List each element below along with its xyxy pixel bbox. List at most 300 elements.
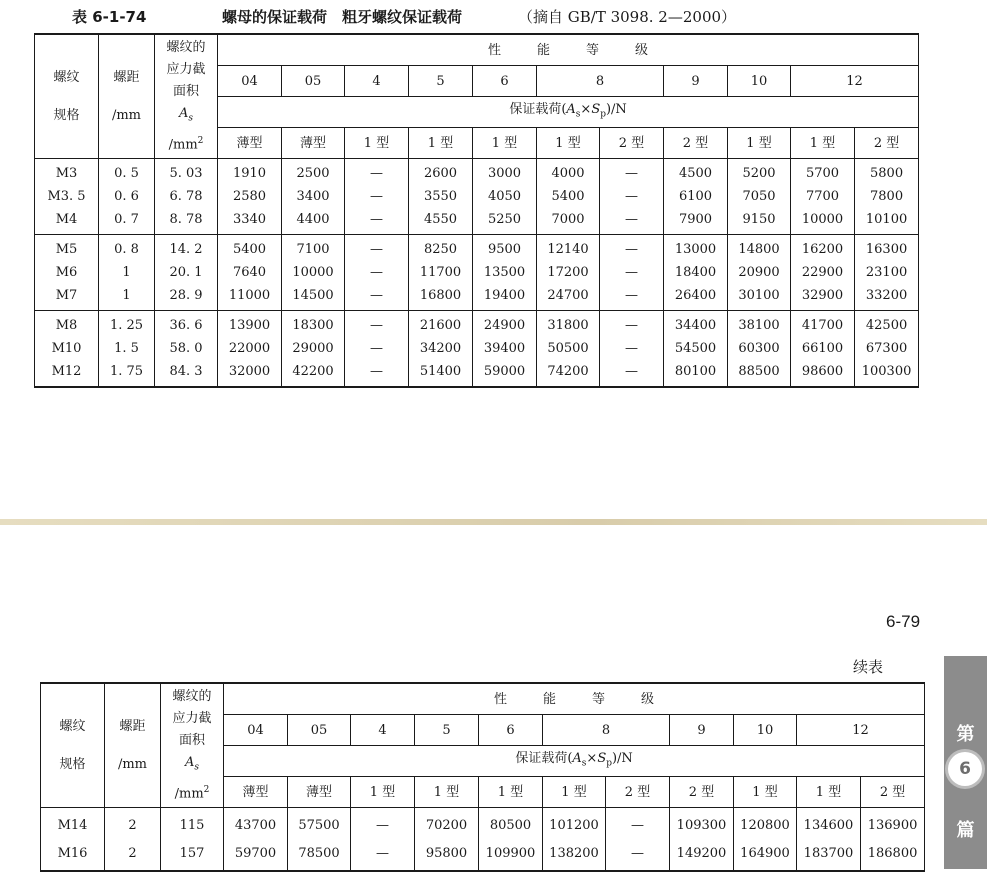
table-cell — [41, 839, 105, 871]
cell-text: 157 — [179, 845, 205, 861]
cell-text: 05 — [310, 722, 328, 738]
cell-text: 59000 — [483, 364, 526, 379]
table-cell — [409, 337, 473, 360]
cell-text: 29000 — [292, 341, 334, 356]
grade-header — [664, 66, 728, 97]
table-cell — [218, 159, 282, 186]
cell-text: 2580 — [232, 189, 267, 204]
header-row-grade-title — [35, 34, 919, 66]
table-cell — [409, 235, 473, 262]
table-cell — [155, 284, 218, 311]
cell-text: 6 — [506, 722, 515, 738]
cell-text: 8 — [601, 722, 611, 738]
grade-header — [728, 66, 791, 97]
type-header — [797, 777, 861, 808]
table-cell — [409, 360, 473, 387]
grade-header — [473, 66, 537, 97]
cell-text: )/N — [605, 101, 627, 117]
cell-text: 1 型 — [433, 784, 460, 800]
cell-text: 10 — [750, 73, 768, 89]
table-cell — [791, 159, 855, 186]
cell-text: 67300 — [865, 341, 908, 356]
grade-header — [537, 66, 664, 97]
cell-text: 31800 — [547, 318, 589, 333]
table-cell — [218, 235, 282, 262]
table-source-note: （摘自 GB/T 3098. 2—2000） — [518, 8, 737, 26]
table-cell — [728, 208, 791, 235]
grade-header — [218, 66, 282, 97]
table-cell — [537, 159, 600, 186]
table-cell — [224, 808, 288, 840]
cell-text: 34400 — [674, 318, 717, 333]
cell-text: 5250 — [487, 212, 522, 227]
table-cell — [791, 208, 855, 235]
cell-text: 58. 0 — [169, 341, 203, 356]
cell-text: 2 型 — [682, 135, 709, 151]
table-cell — [409, 284, 473, 311]
table-cell — [855, 208, 919, 235]
type-header — [791, 128, 855, 159]
table-cell — [155, 185, 218, 208]
cell-text: 2600 — [423, 166, 458, 181]
cell-text: 60300 — [738, 341, 780, 356]
cell-text: S — [591, 101, 601, 117]
cell-text: 7100 — [296, 242, 330, 257]
cell-text: 109300 — [676, 817, 727, 833]
type-header — [479, 777, 543, 808]
grade-header — [670, 715, 734, 746]
cell-text: )/N — [611, 750, 633, 766]
table-row — [35, 159, 919, 186]
table-cell — [791, 235, 855, 262]
grade-header — [351, 715, 415, 746]
cell-text: — — [370, 166, 383, 181]
cell-text: 38100 — [738, 318, 780, 333]
table-cell — [600, 284, 664, 311]
cell-text: 螺纹 规格 — [59, 719, 86, 772]
table-cell — [415, 839, 479, 871]
type-header — [600, 128, 664, 159]
table-caption — [0, 4, 987, 30]
table-row — [35, 284, 919, 311]
table-cell — [409, 185, 473, 208]
grade-header — [224, 715, 288, 746]
table-cell — [345, 261, 409, 284]
table-cell — [155, 360, 218, 387]
table-cell — [606, 839, 670, 871]
table-cell — [282, 261, 345, 284]
cell-text: M16 — [57, 845, 88, 861]
table-cell — [473, 311, 537, 338]
cell-text: A — [566, 101, 576, 117]
cell-text: — — [370, 212, 383, 227]
cell-text: 8 — [595, 73, 605, 89]
header-performance-grade — [218, 34, 919, 66]
table-cell — [345, 360, 409, 387]
cell-text: 4000 — [551, 166, 585, 181]
type-header — [537, 128, 600, 159]
cell-text: S — [597, 750, 607, 766]
cell-text: 66100 — [801, 341, 844, 356]
cell-text: 7000 — [551, 212, 585, 227]
cell-text: 11000 — [228, 288, 271, 303]
cell-text: 11700 — [419, 265, 462, 280]
table-cell — [105, 808, 161, 840]
table-cell — [791, 337, 855, 360]
cell-text: 应力截 — [166, 62, 206, 78]
cell-text: 39400 — [483, 341, 526, 356]
cell-text: — — [376, 817, 389, 833]
cell-text: A — [178, 106, 189, 122]
table-cell — [409, 208, 473, 235]
cell-text: 80500 — [489, 817, 532, 833]
cell-text: 18400 — [674, 265, 717, 280]
cell-text: 74200 — [547, 364, 589, 379]
cell-text: — — [376, 845, 389, 861]
table-cell — [664, 185, 728, 208]
cell-text: 41700 — [801, 318, 844, 333]
cell-text: M3. 5 — [47, 189, 86, 204]
table-cell — [409, 261, 473, 284]
table-row — [35, 337, 919, 360]
cell-text: 性能等级 — [494, 691, 691, 707]
cell-text: 5. 03 — [169, 166, 203, 181]
cell-text: — — [370, 364, 383, 379]
cell-text: 3550 — [423, 189, 458, 204]
cell-text: 1 型 — [561, 784, 587, 800]
cell-text: 5700 — [805, 166, 840, 181]
cell-text: 136900 — [867, 817, 918, 833]
proof-load-table — [34, 33, 919, 388]
cell-text: 24900 — [483, 318, 526, 333]
table-cell — [537, 185, 600, 208]
cell-text: p — [606, 758, 612, 769]
cell-text: 16800 — [419, 288, 462, 303]
cell-text: 7050 — [742, 189, 776, 204]
header-pitch — [105, 683, 161, 808]
table-cell — [791, 360, 855, 387]
cell-text: 78500 — [298, 845, 340, 861]
table-cell — [99, 235, 155, 262]
table-cell — [479, 839, 543, 871]
table-cell — [600, 360, 664, 387]
table-cell — [155, 337, 218, 360]
table-cell — [155, 235, 218, 262]
cell-text: 12140 — [547, 242, 589, 257]
cell-text: — — [625, 242, 638, 257]
table-cell — [282, 337, 345, 360]
table-cell — [537, 235, 600, 262]
table-cell — [105, 839, 161, 871]
cell-text: — — [370, 242, 383, 257]
table-cell — [600, 159, 664, 186]
table-cell — [855, 159, 919, 186]
cell-text: 薄型 — [242, 784, 269, 800]
table-cell — [345, 311, 409, 338]
cell-text: 95800 — [425, 845, 468, 861]
cell-text: 6. 78 — [169, 189, 203, 204]
type-header — [473, 128, 537, 159]
table-row — [35, 235, 919, 262]
cell-text: 薄型 — [305, 784, 332, 800]
cell-text: 120800 — [740, 817, 790, 833]
cell-text: 3340 — [232, 212, 267, 227]
type-header — [855, 128, 919, 159]
table-cell — [99, 159, 155, 186]
cell-text: 115 — [179, 817, 205, 833]
header-pitch — [99, 34, 155, 159]
table-cell — [351, 839, 415, 871]
cell-text: 1. 5 — [114, 341, 139, 356]
cell-text: 6100 — [678, 189, 713, 204]
grade-header — [288, 715, 351, 746]
table-cell — [415, 808, 479, 840]
cell-text: A — [572, 750, 582, 766]
table-row — [35, 261, 919, 284]
table-cell — [543, 839, 606, 871]
table-cell — [35, 185, 99, 208]
grade-header — [415, 715, 479, 746]
chapter-side-tab — [944, 656, 987, 869]
type-header — [861, 777, 925, 808]
table-cell — [35, 360, 99, 387]
table-cell — [537, 360, 600, 387]
cell-text: 84. 3 — [169, 364, 203, 379]
table-cell — [600, 235, 664, 262]
header-stress-area — [155, 34, 218, 159]
cell-text: 50500 — [547, 341, 589, 356]
table-cell — [218, 337, 282, 360]
table-cell — [543, 808, 606, 840]
cell-text: — — [625, 341, 638, 356]
table-cell — [600, 261, 664, 284]
page-number: 6-79 — [886, 612, 921, 631]
cell-text: 43700 — [234, 817, 277, 833]
type-header — [664, 128, 728, 159]
cell-text: 186800 — [867, 845, 918, 861]
table-cell — [728, 360, 791, 387]
cell-text: 5200 — [742, 166, 776, 181]
type-header — [543, 777, 606, 808]
cell-text: M6 — [55, 265, 78, 280]
cell-text: M4 — [55, 212, 78, 227]
table-cell — [791, 185, 855, 208]
table-cell — [288, 808, 351, 840]
table-cell — [728, 185, 791, 208]
cell-text: 17200 — [547, 265, 589, 280]
table-cell — [537, 337, 600, 360]
cell-text: 134600 — [803, 817, 854, 833]
table-cell — [855, 185, 919, 208]
cell-text: 59700 — [234, 845, 277, 861]
table-cell — [35, 235, 99, 262]
cell-text: 应力截 — [172, 711, 212, 727]
cell-text: 98600 — [801, 364, 844, 379]
type-header — [351, 777, 415, 808]
cell-text: 13500 — [483, 265, 526, 280]
table-cell — [861, 808, 925, 840]
table-row — [35, 185, 919, 208]
type-header — [282, 128, 345, 159]
table-cell — [282, 208, 345, 235]
cell-text: 34200 — [419, 341, 462, 356]
cell-text: 10 — [756, 722, 774, 738]
cell-text: 22900 — [801, 265, 844, 280]
cell-text: 0. 5 — [114, 166, 139, 181]
cell-text: 5800 — [870, 166, 904, 181]
table-number: 表 6-1-74 — [72, 8, 147, 26]
cell-text: 5400 — [551, 189, 585, 204]
table-cell — [600, 185, 664, 208]
table-cell — [728, 284, 791, 311]
header-row-grade-title — [41, 683, 925, 715]
table-cell — [861, 839, 925, 871]
cell-text: M14 — [57, 817, 88, 833]
grade-header — [282, 66, 345, 97]
cell-text: 12 — [852, 722, 869, 738]
table-cell — [855, 360, 919, 387]
table-cell — [473, 208, 537, 235]
cell-text: 04 — [247, 722, 264, 738]
cell-text: 螺距 /mm — [111, 70, 142, 123]
cell-text: 23100 — [865, 265, 908, 280]
cell-text: s — [581, 758, 587, 769]
cell-text: — — [625, 166, 638, 181]
cell-text: 2 — [128, 817, 137, 833]
cell-text: 9 — [697, 722, 706, 738]
cell-text: 183700 — [803, 845, 854, 861]
table-cell — [855, 235, 919, 262]
table-cell — [288, 839, 351, 871]
cell-text: 4500 — [678, 166, 713, 181]
table-cell — [35, 284, 99, 311]
cell-text: 14500 — [292, 288, 334, 303]
cell-text: 面积 — [178, 733, 205, 749]
table-row — [41, 808, 925, 840]
header-proof-load — [224, 746, 925, 777]
cell-text: 1910 — [232, 166, 267, 181]
grade-header — [479, 715, 543, 746]
cell-text: 5 — [436, 73, 445, 89]
table-cell — [99, 337, 155, 360]
cell-text: — — [370, 189, 383, 204]
table-row — [35, 208, 919, 235]
table-cell — [606, 808, 670, 840]
table-cell — [473, 185, 537, 208]
cell-text: 5 — [442, 722, 451, 738]
cell-text: 2 型 — [624, 784, 651, 800]
table-cell — [664, 208, 728, 235]
type-header — [670, 777, 734, 808]
cell-text: 18300 — [292, 318, 334, 333]
cell-text: 138200 — [549, 845, 599, 861]
table-cell — [797, 839, 861, 871]
cell-text: 9 — [691, 73, 700, 89]
cell-text: 2500 — [296, 166, 330, 181]
cell-text: p — [600, 109, 606, 120]
table-cell — [670, 839, 734, 871]
cell-text: 100300 — [861, 364, 912, 379]
cell-text: 1 型 — [363, 135, 390, 151]
table-cell — [664, 311, 728, 338]
cell-text: 36. 6 — [169, 318, 203, 333]
cell-text: 51400 — [419, 364, 462, 379]
cell-text: 101200 — [549, 817, 599, 833]
cell-text: 24700 — [547, 288, 589, 303]
cell-text: 1 型 — [746, 135, 772, 151]
cell-text: 42200 — [292, 364, 334, 379]
cell-text: 13000 — [674, 242, 717, 257]
cell-text: 1 型 — [491, 135, 518, 151]
header-proof-load — [218, 97, 919, 128]
cell-text: 1 型 — [815, 784, 842, 800]
table-cell — [797, 808, 861, 840]
grade-header — [345, 66, 409, 97]
table-cell — [99, 185, 155, 208]
header-performance-grade — [224, 683, 925, 715]
cell-text: 2 — [203, 784, 210, 795]
grade-header — [409, 66, 473, 97]
cell-text: 13900 — [228, 318, 271, 333]
cell-text: 螺纹的 — [166, 40, 206, 56]
cell-text: A — [184, 755, 195, 771]
cell-text: 0. 7 — [114, 212, 139, 227]
cell-text: 螺纹的 — [172, 689, 212, 705]
table-cell — [155, 208, 218, 235]
table-cell — [664, 261, 728, 284]
table-cell — [473, 235, 537, 262]
table-cell — [218, 261, 282, 284]
cell-text: 32900 — [801, 288, 844, 303]
table-cell — [282, 284, 345, 311]
cell-text: 19400 — [483, 288, 526, 303]
side-tab-bottom-text: 篇 — [956, 820, 975, 841]
cell-text: 7640 — [232, 265, 267, 280]
cell-text: 1 型 — [427, 135, 454, 151]
cell-text: 6 — [500, 73, 509, 89]
table-cell — [479, 808, 543, 840]
cell-text: 2 型 — [873, 135, 900, 151]
cell-text: 7700 — [805, 189, 840, 204]
page-divider — [0, 519, 987, 525]
table-cell — [473, 360, 537, 387]
table-cell — [99, 360, 155, 387]
cell-text: 9150 — [742, 212, 776, 227]
cell-text: 10000 — [801, 212, 844, 227]
cell-text: — — [370, 341, 383, 356]
table-cell — [155, 261, 218, 284]
cell-text: 3400 — [296, 189, 330, 204]
table-cell — [600, 311, 664, 338]
table-cell — [664, 235, 728, 262]
cell-text: 1 型 — [369, 784, 396, 800]
cell-text: 4550 — [423, 212, 458, 227]
table-cell — [218, 208, 282, 235]
table-cell — [99, 311, 155, 338]
table-cell — [35, 337, 99, 360]
cell-text: 164900 — [740, 845, 790, 861]
side-tab-top-text: 第 — [956, 724, 975, 745]
cell-text: 16200 — [801, 242, 844, 257]
cell-text: 20. 1 — [169, 265, 203, 280]
table-cell — [218, 185, 282, 208]
table-cell — [728, 311, 791, 338]
cell-text: 2 型 — [618, 135, 645, 151]
cell-text: 8250 — [423, 242, 458, 257]
table-cell — [734, 839, 797, 871]
cell-text: 5400 — [232, 242, 267, 257]
cell-text: 2 — [128, 845, 137, 861]
